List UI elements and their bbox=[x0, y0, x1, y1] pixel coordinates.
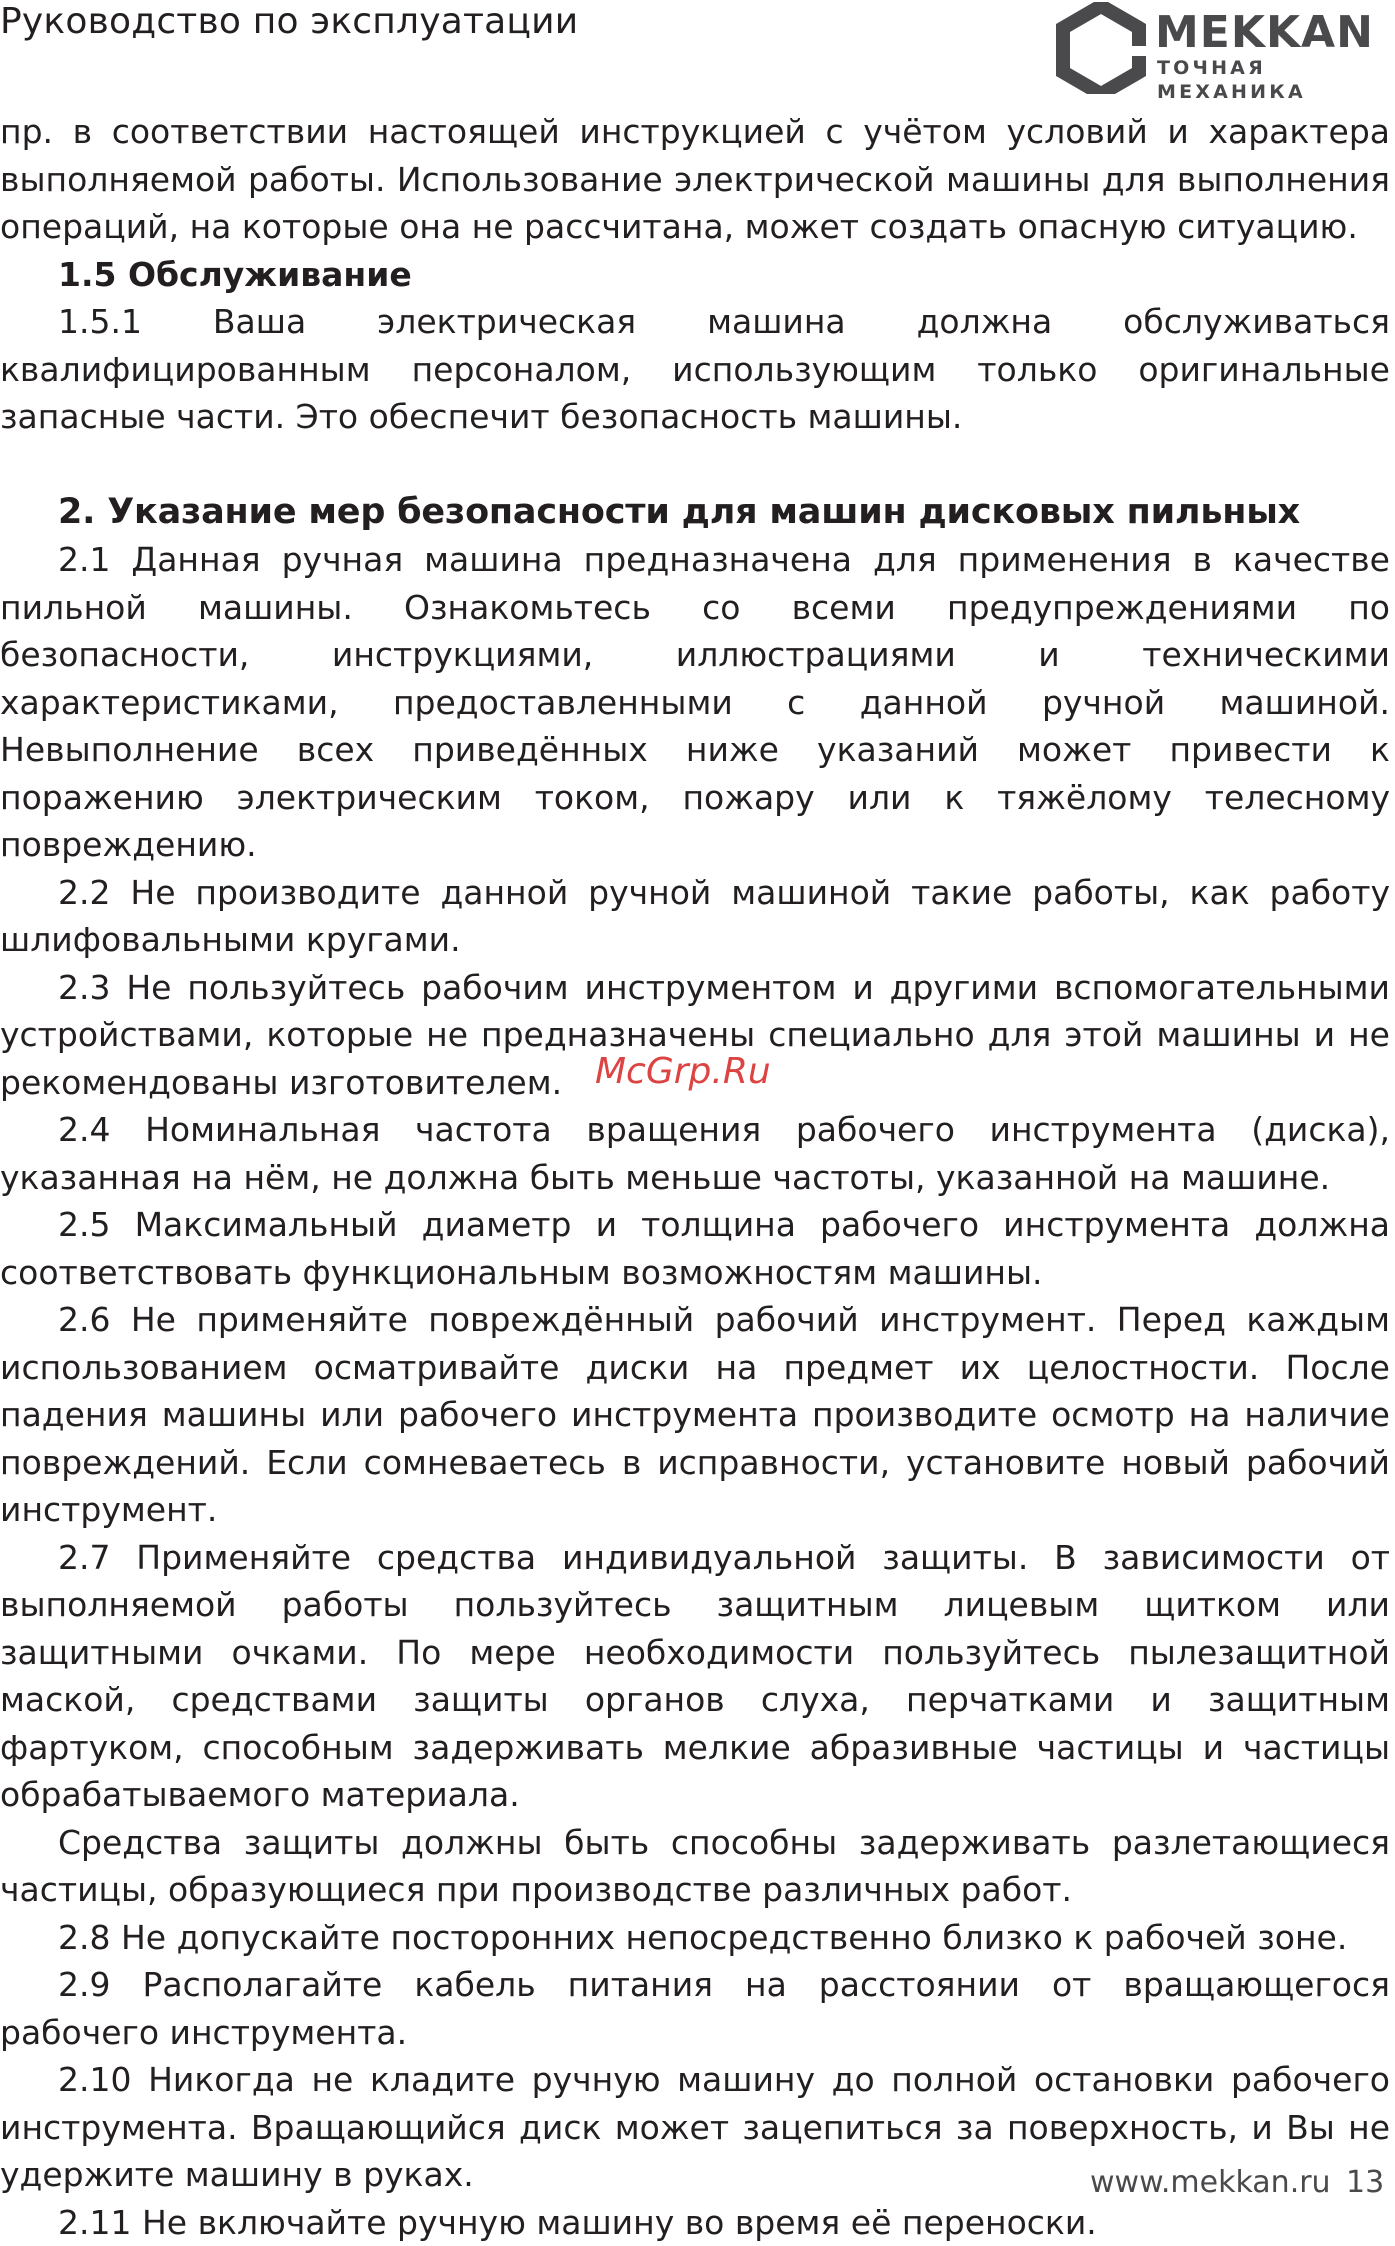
paragraph-2-8: 2.8 Не допускайте посторонних непосредственно близко к рабочей зоне. bbox=[0, 1914, 1390, 1962]
logo-wordmark: MEKKAN bbox=[1155, 8, 1374, 58]
paragraph-2-4: 2.4 Номинальная частота вращения рабочего инструмента (диска), указанная на нём, не должна быть меньше частоты, указанной на машине. bbox=[0, 1106, 1390, 1201]
section-heading-1-5: 1.5 Обслуживание bbox=[0, 251, 1390, 299]
footer-website-link[interactable]: www.mekkan.ru bbox=[1090, 2165, 1331, 2201]
paragraph-2-6: 2.6 Не применяйте повреждённый рабочий инструмент. Перед каждым использованием осматривайте диски на предмет их целостности. После падения машины или рабочего инструмента производите осмотр на наличие повреждений. Если сомневаетесь в исправности, установите новый рабочий инструмент. bbox=[0, 1296, 1390, 1534]
hexagon-logo-icon bbox=[1055, 2, 1147, 94]
document-body bbox=[0, 108, 1390, 2246]
paragraph-2-1: 2.1 Данная ручная машина предназначена для применения в качестве пильной машины. Ознакомьтесь со всеми предупреждениями по безопасности, инструкциями, иллюстрациями и техническими характеристиками, предоставленными с данной ручной машиной. Невыполнение всех приведённых ниже указаний может привести к поражению электрическим током, пожару или к тяжёлому телесному повреждению. bbox=[0, 536, 1390, 869]
logo-tagline: ТОЧНАЯ МЕХАНИКА bbox=[1157, 56, 1395, 104]
document-header-title: Руководство по эксплуатации bbox=[0, 0, 578, 44]
paragraph-2-11: 2.11 Не включайте ручную машину во время её переноски. bbox=[0, 2199, 1390, 2246]
paragraph-2-7: 2.7 Применяйте средства индивидуальной защиты. В зависимости от выполняемой работы пользуйтесь защитным лицевым щитком или защитными очками. По мере необходимости пользуйтесь пылезащитной маской, средствами защиты органов слуха, перчатками и защитным фартуком, способным задерживать мелкие абразивные частицы и частицы обрабатываемого материала. bbox=[0, 1534, 1390, 1819]
watermark-text: McGrp.Ru bbox=[595, 1052, 771, 1092]
paragraph-2-10: 2.10 Никогда не кладите ручную машину до полной остановки рабочего инструмента. Вращающийся диск может зацепиться за поверхность, и Вы не удержите машину в руках. bbox=[0, 2056, 1390, 2199]
paragraph-1-5-1: 1.5.1 Ваша электрическая машина должна обслуживаться квалифицированным персоналом, использующим только оригинальные запасные части. Это обеспечит безопасность машины. bbox=[0, 298, 1390, 441]
paragraph-2-9: 2.9 Располагайте кабель питания на расстоянии от вращающегося рабочего инструмента. bbox=[0, 1961, 1390, 2056]
mekkan-logo bbox=[1055, 2, 1395, 92]
page-number: 13 bbox=[1346, 2165, 1384, 2201]
paragraph-2-7-continued: Средства защиты должны быть способны задерживать разлетающиеся частицы, образующиеся при производстве различных работ. bbox=[0, 1819, 1390, 1914]
paragraph-2-5: 2.5 Максимальный диаметр и толщина рабочего инструмента должна соответствовать функциональным возможностям машины. bbox=[0, 1201, 1390, 1296]
section-heading-2: 2. Указание мер безопасности для машин дисковых пильных bbox=[0, 489, 1390, 537]
paragraph-2-2: 2.2 Не производите данной ручной машиной такие работы, как работу шлифовальными кругами. bbox=[0, 869, 1390, 964]
paragraph-intro: пр. в соответствии настоящей инструкцией с учётом условий и характера выполняемой работы. Использование электрической машины для выполнения операций, на которые она не рассчитана, может создать опасную ситуацию. bbox=[0, 108, 1390, 251]
paragraph-2-3: 2.3 Не пользуйтесь рабочим инструментом и другими вспомогательными устройствами, которые не предназначены специально для этой машины и не рекомендованы изготовителем. bbox=[0, 964, 1390, 1107]
